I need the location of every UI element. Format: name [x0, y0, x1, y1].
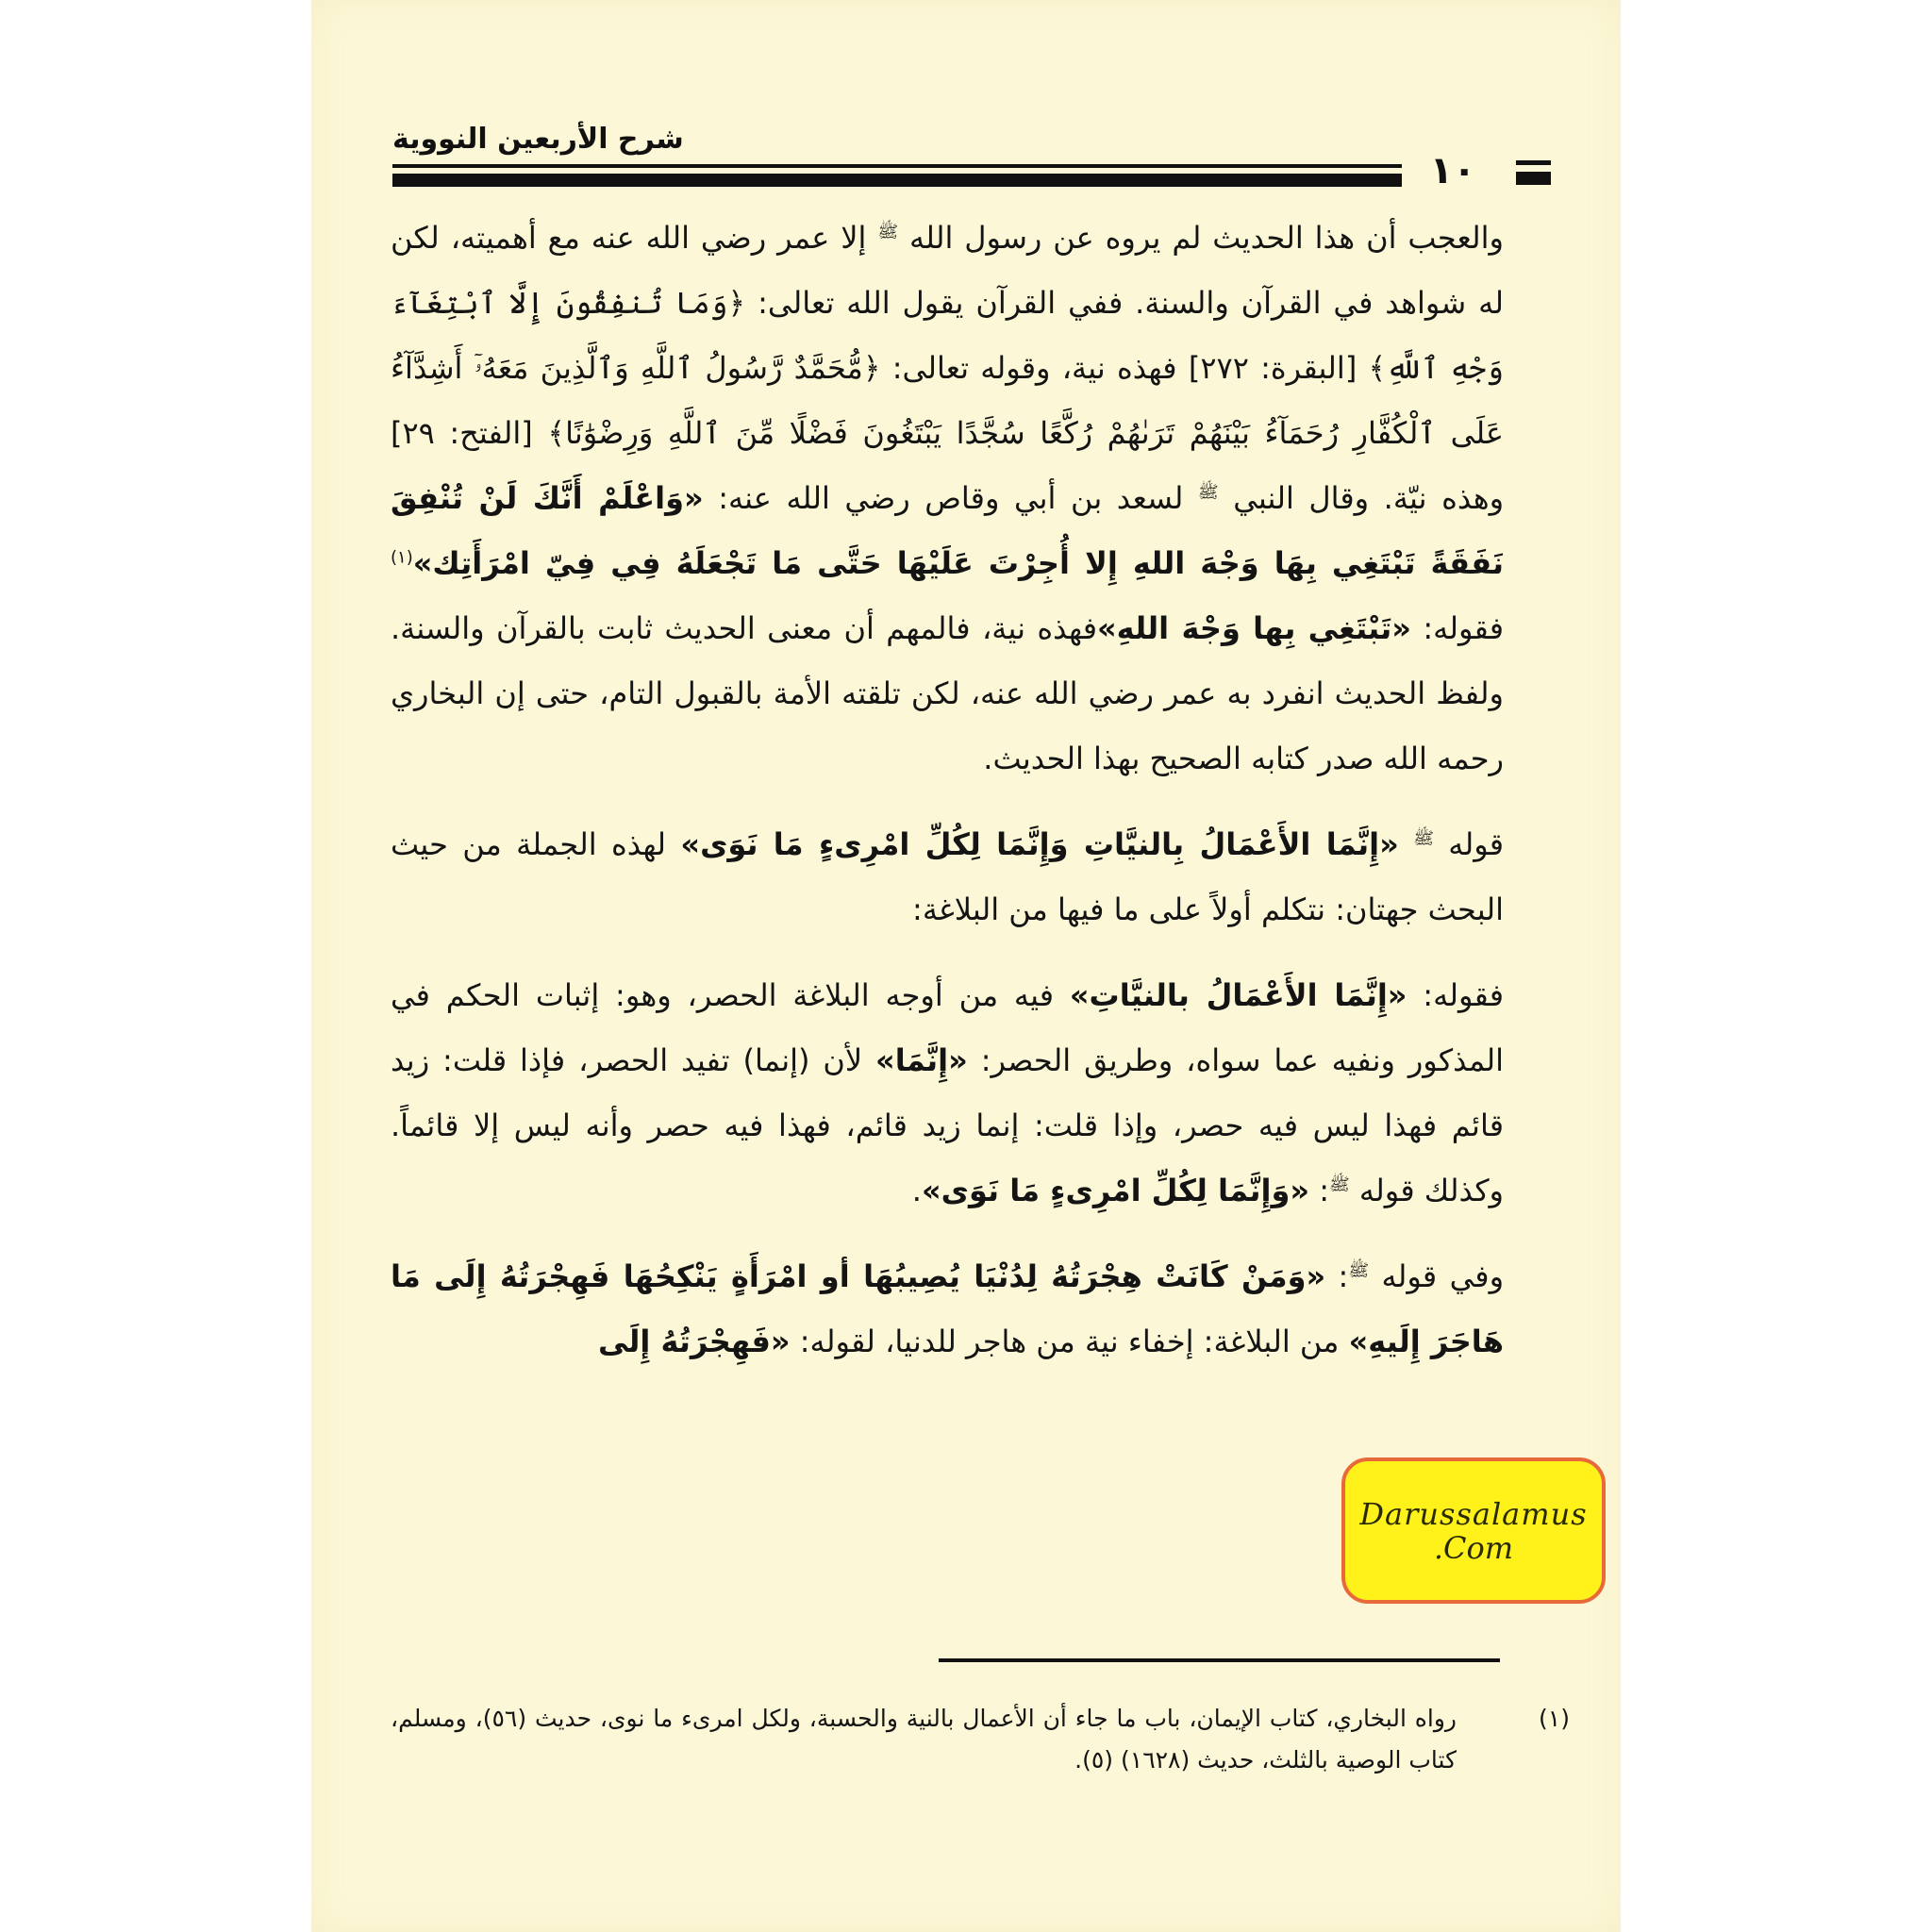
footnote-marker[interactable]: (١): [391, 547, 413, 568]
header-rule-right-thin: [1516, 160, 1551, 165]
text-segment: فقوله:: [1410, 610, 1505, 646]
quran-verse: ﴿مُّحَمَّدٌ رَّسُولُ ٱللَّهِ وَٱلَّذِينَ مَعَهُۥٓ أَشِدَّآءُ عَلَى ٱلْكُفَّارِ رُحَمَآءُ بَيْنَهُمْ تَرَىٰهُمْ رُكَّعًا سُجَّدًا يَبْتَغُونَ فَضْلًا مِّنَ ٱللَّهِ وَرِضْوَٰنًا﴾: [391, 350, 1505, 451]
text-segment: :: [1325, 1258, 1349, 1294]
hadith-quote: «وَاعْلَمْ أَنَّكَ لَنْ تُنْفِقَ نَفَقَةً تَبْتَغِي بِهَا وَجْهَ اللهِ إِلا أُجِرْتَ عَلَيْهَا حَتَّى مَا تَجْعَلَهُ فِي فِيّ امْرَأَتِك»: [391, 480, 1504, 581]
text-segment: فهذه نية، فالمهم أن معنى الحديث ثابت بالقرآن والسنة. ولفظ الحديث انفرد به عمر رضي الله عنه، لكن تلقته الأمة بالقبول التام، حتى إن البخاري رحمه الله صدر كتابه الصحيح بهذا الحديث.: [391, 610, 1504, 776]
header-rule-thick: [392, 174, 1402, 187]
hadith-quote: «وَمَنْ كَانَتْ هِجْرَتُهُ لِدُنْيَا يُصِيبُهَا أو امْرَأَةٍ يَنْكِحُهَا فَهِجْرَتُهُ إِلَى مَا هَاجَرَ إِلَيهِ»: [391, 1258, 1504, 1359]
watermark-line1: Darussalamus: [1359, 1495, 1588, 1532]
text-segment: فيه من أوجه البلاغة الحصر، وهو: إثبات الحكم في المذكور ونفيه عما سواه، وطريق الحصر:: [391, 977, 1504, 1078]
hadith-quote: «إِنَّمَا الأَعْمَالُ بِالنيَّاتِ وَإِنَّمَا لِكُلِّ امْرِىءٍ مَا نَوَى»: [680, 826, 1399, 862]
text-segment: لسعد بن أبي وقاص رضي الله عنه:: [703, 480, 1198, 516]
honorific-symbol: ﷺ: [1197, 482, 1219, 503]
hadith-quote: «فَهِجْرَتُهُ إِلَى: [597, 1324, 791, 1359]
page-number: ١٠: [1429, 149, 1476, 192]
text-segment: [الفتح: ٢٩] وهذه نيّة. وقال النبي: [391, 415, 1505, 516]
hadith-quote: «تَبْتَغِي بِها وَجْهَ اللهِ»: [1097, 610, 1411, 646]
text-segment: إلا عمر رضي الله عنه مع أهميته، لكن له شواهد في القرآن والسنة. ففي القرآن يقول الله تعالى:: [391, 220, 1505, 321]
text-segment: والعجب أن هذا الحديث لم يروه عن رسول الله: [898, 220, 1505, 256]
text-segment: قوله: [1433, 826, 1505, 862]
footnote-item: [391, 1698, 1570, 1781]
running-title: شرح الأربعين النووية: [392, 123, 684, 156]
footnote-text: رواه البخاري، كتاب الإيمان، باب ما جاء أن الأعمال بالنية والحسبة، ولكل امرىء ما نوى، حديث (٥٦)، ومسلم، كتاب الوصية بالثلث، حديث (١٦٢٨) (٥).: [391, 1705, 1457, 1774]
paragraph: [391, 206, 1504, 791]
honorific-symbol: ﷺ: [877, 222, 899, 242]
text-segment: :: [1309, 1173, 1329, 1208]
text-segment: من البلاغة: إخفاء نية من هاجر للدنيا، لقوله:: [790, 1324, 1349, 1359]
watermark-badge: [1341, 1457, 1606, 1604]
text-segment: .: [911, 1173, 922, 1208]
paragraph: [391, 812, 1504, 942]
text-segment: فقوله:: [1407, 977, 1505, 1013]
honorific-symbol: ﷺ: [1348, 1260, 1370, 1281]
hadith-quote: «إِنَّمَا الأَعْمَالُ بالنيَّاتِ»: [1069, 977, 1407, 1013]
book-page: [311, 0, 1621, 1932]
text-segment: [1399, 826, 1413, 862]
text-segment: وفي قوله: [1369, 1258, 1505, 1294]
paragraph: [391, 963, 1504, 1224]
header-rule-right-thick: [1516, 172, 1551, 185]
footnote-number: (١): [1539, 1705, 1570, 1732]
text-segment: لأن (إنما) تفيد الحصر، فإذا قلت: زيد قائم فهذا ليس فيه حصر، وإذا قلت: إنما زيد قائم، فهذا فيه حصر وأنه ليس إلا قائماً. وكذلك قوله: [391, 1042, 1504, 1208]
honorific-symbol: ﷺ: [1328, 1174, 1350, 1195]
watermark-line2: .Com: [1433, 1529, 1514, 1566]
text-segment: لهذه الجملة من حيث البحث جهتان: نتكلم أولاً على ما فيها من البلاغة:: [391, 826, 1504, 927]
text-segment: [البقرة: ٢٧٢] فهذه نية، وقوله تعالى:: [880, 350, 1369, 386]
hadith-quote: «وَإِنَّمَا لِكُلِّ امْرِىءٍ مَا نَوَى»: [921, 1173, 1310, 1208]
footnotes: [391, 1698, 1570, 1781]
footnote-separator: [939, 1658, 1500, 1662]
header-rule-thin: [392, 164, 1402, 168]
quran-verse: ﴿وَمَا تُنفِقُونَ إِلَّا ٱبْتِغَآءَ وَجْهِ ٱللَّهِ﴾: [391, 285, 1505, 386]
body-text: [391, 206, 1504, 1374]
hadith-quote: «إِنَّمَا»: [875, 1042, 968, 1078]
honorific-symbol: ﷺ: [1413, 828, 1434, 849]
paragraph: [391, 1244, 1504, 1374]
